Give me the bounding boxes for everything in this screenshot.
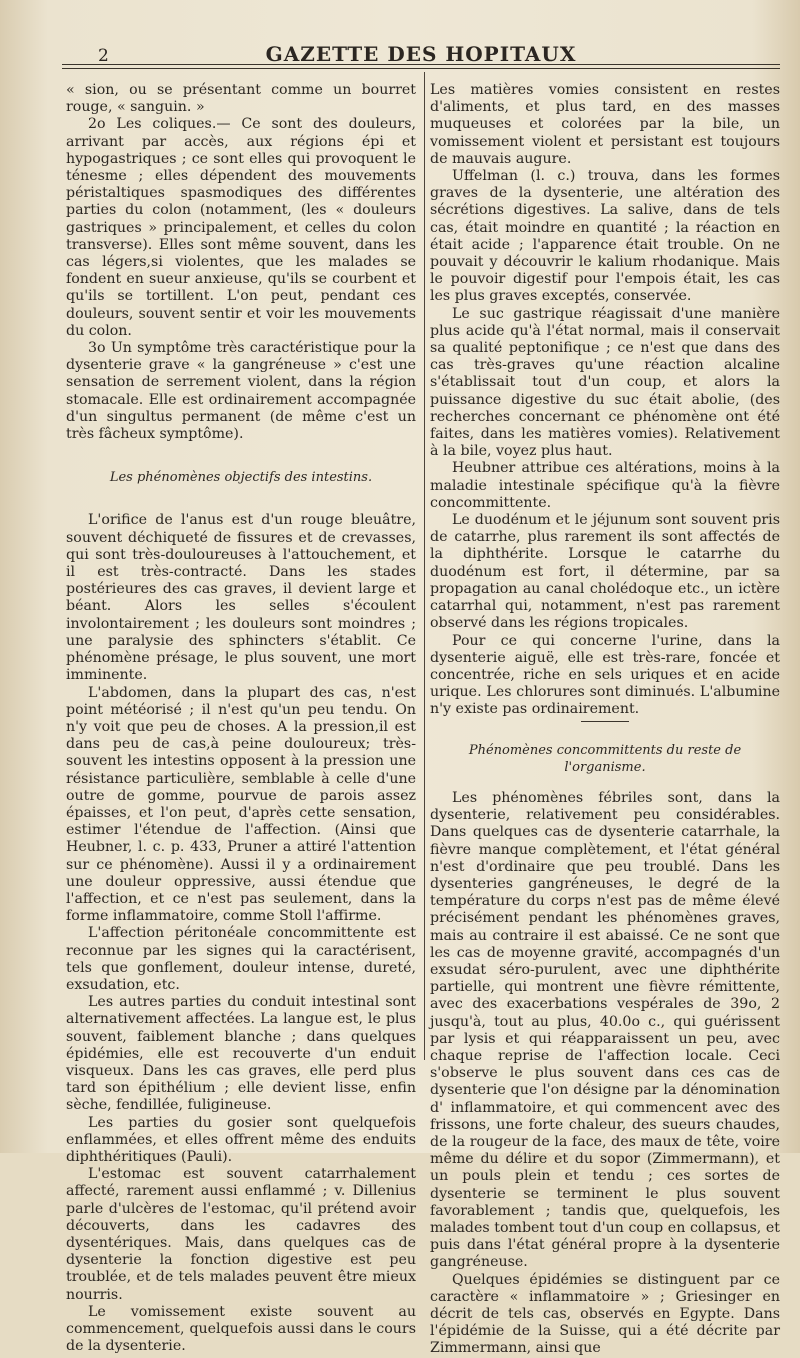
separator-rule (581, 721, 629, 722)
header-rule-double (62, 68, 780, 69)
paragraph: Les parties du gosier sont quelquefois enflammées, et elles offrent même des enduits diphthéritiques (Pauli). (66, 1114, 416, 1165)
paragraph: Le duodénum et le jéjunum sont souvent pris de catarrhe, plus rarement ils sont affectés de la diphthérite. Lorsque le catarrhe du duodénum est fort, il détermine, par sa propagation au canal cholédoque etc., un ictère catarrhal qui, notamment, n'est pas rarement observé dans les régions tropicales. (430, 512, 780, 632)
paragraph: Les matières vomies consistent en restes d'aliments, et plus tard, en des masses muqueuses et colorées par la bile, un vomissement violent et persistant est toujours de mauvais augure. (430, 82, 780, 167)
paragraph: 3o Un symptôme très caractéristique pour la dysenterie grave « la gangréneuse » c'est une sensation de serrement violent, dans la région stomacale. Elle est ordinairement accompagnée d'un singultus permanent (de même c'est un très fâcheux symptôme). (66, 340, 416, 443)
page-header (62, 40, 780, 70)
header-rule (62, 64, 780, 65)
paragraph: Le vomissement existe souvent au commencement, quelquefois aussi dans le cours de la dysenterie. (66, 1303, 416, 1355)
paragraph: L'orifice de l'anus est d'un rouge bleuâtre, souvent déchiqueté de fissures et de crevasses, qui sont très-douloureuses à l'attouchement, et il est très-contracté. Dans les stades postérieures des cas graves, il devient large et béant. Alors les selles s'écoulent involontairement ; les douleurs sont moindres ; une paralysie des sphincters s'établit. Ce phénomène présage, le plus souvent, une mort imminente. (66, 512, 416, 684)
left-column (66, 82, 416, 1355)
section-heading: Phénomènes concommittents du reste de l'organisme. (468, 742, 742, 775)
page-number: 2 (98, 46, 109, 66)
column-divider (424, 72, 425, 1060)
paragraph: Heubner attribue ces altérations, moins à la maladie intestinale spécifique qu'à la fièvre concommittente. (430, 460, 780, 511)
paragraph: L'affection péritonéale concommittente est reconnue par les signes qui la caractérisent, tels que gonflement, douleur intense, dureté, exsudation, etc. (66, 925, 416, 993)
paragraph: L'estomac est souvent catarrhalement affecté, rarement aussi enflammé ; v. Dillenius parle d'ulcères de l'estomac, qu'il prétend avoir découverts, dans les cadavres des dysentériques. Mais, dans quelques cas de dysenterie la fonction digestive est peu troublée, et de tels malades peuvent être mieux nourris. (66, 1166, 416, 1303)
paragraph: « sion, ou se présentant comme un bourret rouge, « sanguin. » (66, 82, 416, 116)
paragraph: Les autres parties du conduit intestinal sont alternativement affectées. La langue est, le plus souvent, faiblement blanche ; dans quelques épidémies, elle est recouverte d'un enduit visqueux. Dans les cas graves, elle perd plus tard son épithélium ; elle devient lisse, enfin sèche, fendillée, fuligineuse. (66, 994, 416, 1114)
paragraph: L'abdomen, dans la plupart des cas, n'est point météorisé ; il n'est qu'un peu tendu. On n'y voit que peu de choses. A la pression,il est dans peu de cas,à peine douloureux; très-souvent les intestins opposent à la pression une résistance particulière, semblable à celle d'une outre de gomme, pourvue de parois assez épaisses, et l'on peut, d'après cette sensation, estimer l'étendue de l'affection. (Ainsi que Heubner, l. c. p. 433, Pruner a attiré l'attention sur ce phénomène). Aussi il y a ordinairement une douleur oppressive, aussi étendue que l'affection, et ce n'est pas seulement, dans la forme inflammatoire, comme Stoll l'affirme. (66, 684, 416, 925)
paragraph: 2o Les coliques.— Ce sont des douleurs, arrivant par accès, aux régions épi et hypogastriques ; ce sont elles qui provoquent le ténesme ; elles dépendent des mouvements péristaltiques spasmodiques des différentes parties du colon (notamment, (les « douleurs gastriques » principalement, et celles du colon transverse). Elles sont même souvent, dans les cas légers,si violentes, que les malades se fondent en sueur anxieuse, qu'ils se courbent et qu'ils se tortillent. L'on peut, pendant ces douleurs, souvent sentir et voir les mouvements du colon. (66, 116, 416, 339)
paragraph: Pour ce qui concerne l'urine, dans la dysenterie aiguë, elle est très-rare, foncée et concentrée, riche en sels uriques et en acide urique. Les chlorures sont diminués. L'albumine n'y existe pas ordinairement. (430, 632, 780, 718)
paragraph: Uffelman (l. c.) trouva, dans les formes graves de la dysenterie, une altération des sécrétions digestives. La salive, dans de tels cas, était moindre en quantité ; la réaction en était acide ; l'apparence était trouble. On ne pouvait y découvrir le kalium rhodanique. Mais le pouvoir digestif pour l'empois était, les cas les plus graves exceptés, conservée. (430, 168, 780, 305)
paragraph: Quelques épidémies se distinguent par ce caractère « inflammatoire » ; Griesinger en décrit de tels cas, observés en Egypte. Dans l'épidémie de la Suisse, qui a été décrite par Zimmermann, ainsi que (430, 1271, 780, 1357)
paragraph: Les phénomènes fébriles sont, dans la dysenterie, relativement peu considérables. Dans quelques cas de dysenterie catarrhale, la fièvre manque complètement, et l'état général n'est d'ordinaire que peu troublé. Dans les dysenteries gangréneuses, le degré de la température du corps n'est pas de même élevé précisément pendant les phénomènes graves, mais au contraire il est abaissé. Ce ne sont que les cas de moyenne gravité, accompagnés d'un exsudat séro-purulent, avec une diphthérite partielle, qui montrent une fièvre rémittente, avec des exacerbations vespérales de 39o, 2 jusqu'à, tout au plus, 40.0o c., qui guérissent par lysis et qui réapparaissent un peu, avec chaque reprise de l'affection locale. Ceci s'observe le plus souvent dans ces cas de dysenterie que l'on désigne par la dénomination d' inflammatoire, et qui commencent avec des frissons, une forte chaleur, des sueurs chaudes, de la rougeur de la face, des maux de tête, voire même du délire et du sopor (Zimmermann), et un pouls plein et tendu ; ces sortes de dysenterie se terminent le plus souvent favorablement ; tandis que, quelquefois, les malades tombent tout d'un coup en collapsus, et puis dans l'état général propre à la dysenterie gangréneuse. (430, 789, 780, 1271)
paragraph: Le suc gastrique réagissait d'une manière plus acide qu'à l'état normal, mais il conservait sa qualité peptonifique ; ce n'est que dans des cas très-graves qu'une réaction alcaline s'établissait tout d'un coup, et alors la puissance digestive du suc était abolie, (des recherches concernant ce phénomène ont été faites, dans les matières vomies). Relativement à la bile, voyez plus haut. (430, 305, 780, 460)
journal-title: GAZETTE DES HOPITAUX (265, 42, 577, 66)
section-heading: Les phénomènes objectifs des intestins. (109, 470, 373, 486)
right-column (430, 82, 780, 1358)
